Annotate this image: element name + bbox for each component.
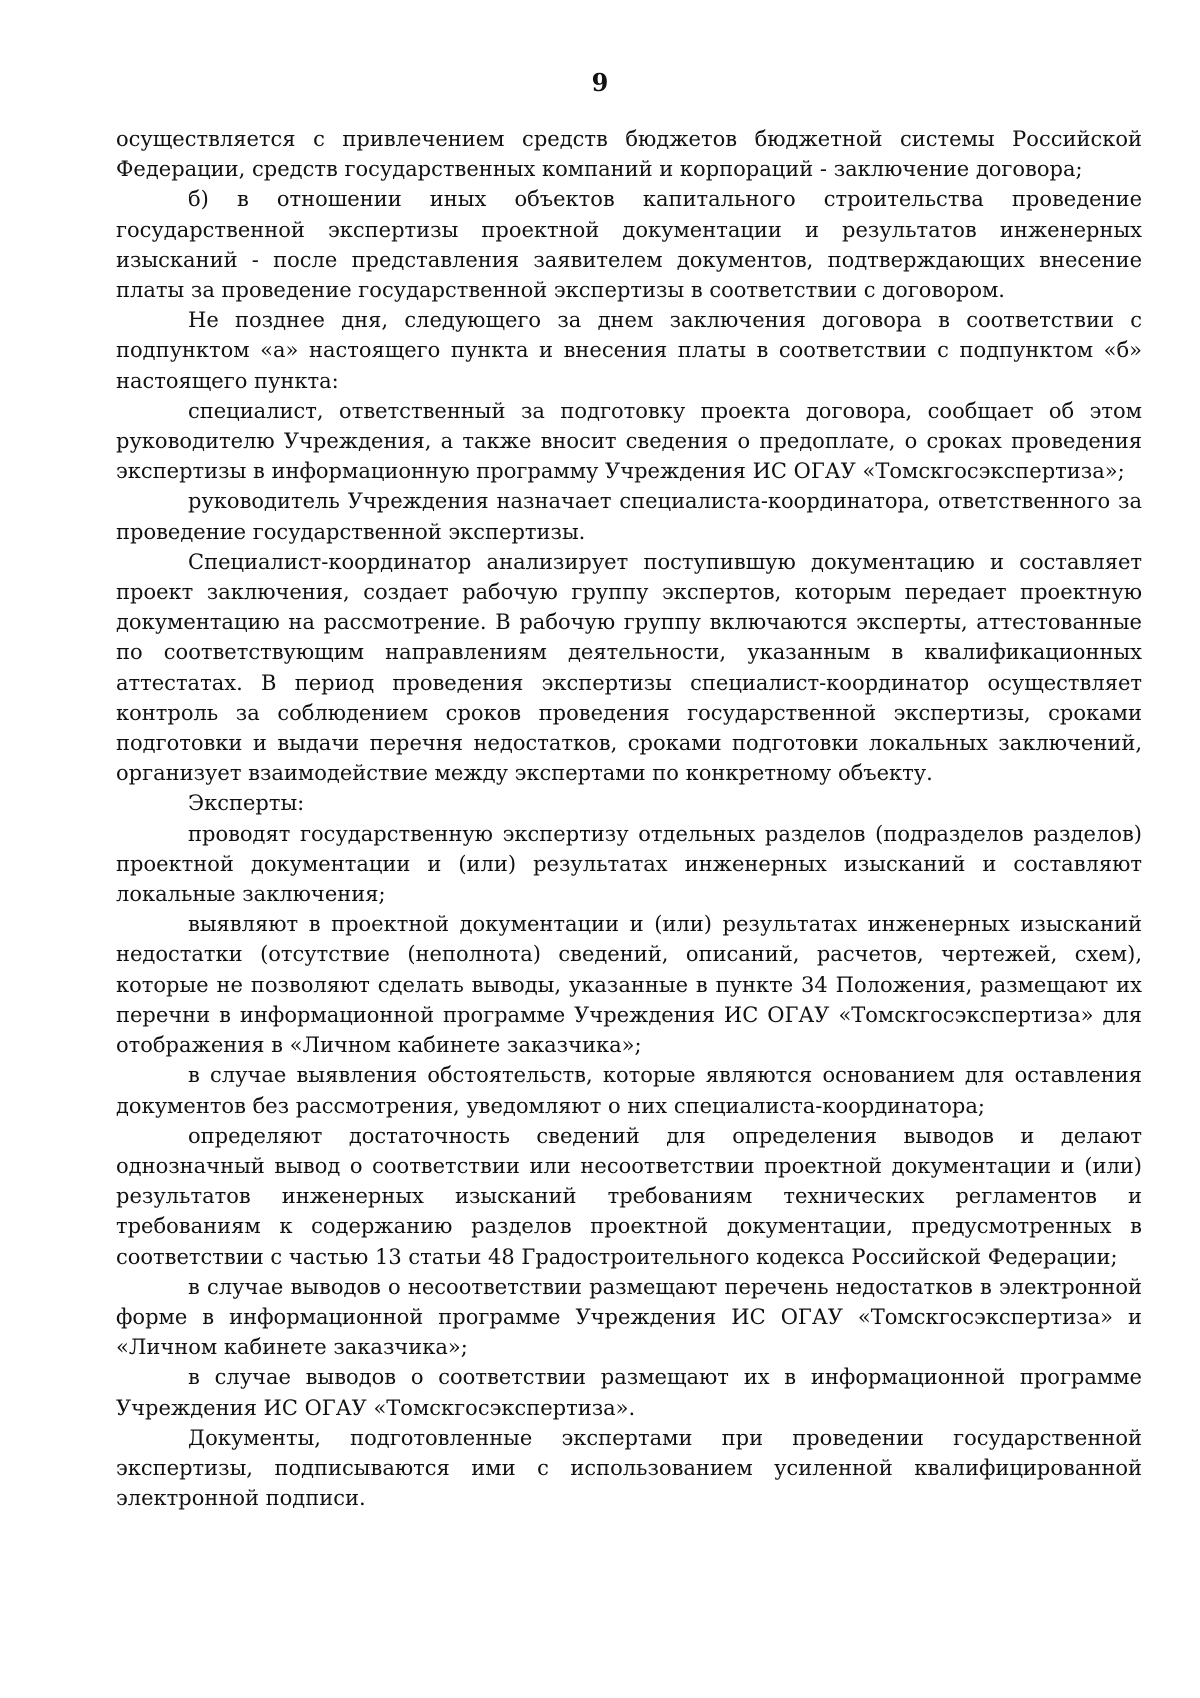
paragraph: выявляют в проектной документации и (или) результатах инженерных изысканий недостатки (отсутствие (неполнота) сведений, описаний, расчетов, чертежей, схем), которые не позволяют сделать выводы, указанные в пункте 34 Положения, размещают их перечни в информационной программе Учреждения ИС ОГАУ «Томскгосэкспертиза» для отображения в «Личном кабинете заказчика»; (116, 912, 1142, 1058)
paragraph: Не позднее дня, следующего за днем заключения договора в соответствии с подпунктом «а» настоящего пункта и внесения платы в соответствии с подпунктом «б» настоящего пункта: (116, 308, 1142, 393)
document-body (116, 124, 1142, 1513)
paragraph: специалист, ответственный за подготовку проекта договора, сообщает об этом руководителю Учреждения, а также вносит сведения о предоплате, о сроках проведения экспертизы в информационную программу Учреждения ИС ОГАУ «Томскгосэкспертиза»; (116, 398, 1142, 484)
paragraph: в случае выводов о несоответствии размещают перечень недостатков в электронной форме в информационной программе Учреждения ИС ОГАУ «Томскгосэкспертиза» и «Личном кабинете заказчика»; (116, 1274, 1142, 1360)
paragraph: б) в отношении иных объектов капитального строительства проведение государственной экспертизы проектной документации и результатов инженерных изысканий - после представления заявителем документов, подтверждающих внесение платы за проведение государственной экспертизы в соответствии с договором. (116, 187, 1142, 303)
paragraph: Документы, подготовленные экспертами при проведении государственной экспертизы, подписываются ими с использованием усиленной квалифицированной электронной подписи. (116, 1425, 1142, 1511)
paragraph-heading-experts: Эксперты: (188, 791, 305, 816)
paragraph: Специалист-координатор анализирует поступившую документацию и составляет проект заключения, создает рабочую группу экспертов, которым передает проектную документацию на рассмотрение. В рабочую группу включаются эксперты, аттестованные по соответствующим направлениям деятельности, указанным в квалификационных аттестатах. В период проведения экспертизы специалист-координатор осуществляет контроль за соблюдением сроков проведения государственной экспертизы, сроками подготовки и выдачи перечня недостатков, сроками подготовки локальных заключений, организует взаимодействие между экспертами по конкретному объекту. (116, 549, 1142, 786)
paragraph: осуществляется с привлечением средств бюджетов бюджетной системы Российской Федерации, средств государственных компаний и корпораций - заключение договора; (116, 127, 1142, 182)
paragraph: руководитель Учреждения назначает специалиста-координатора, ответственного за проведение государственной экспертизы. (116, 489, 1142, 544)
page-number: 9 (591, 68, 609, 97)
paragraph: в случае выводов о соответствии размещают их в информационной программе Учреждения ИС ОГАУ «Томскгосэкспертиза». (116, 1365, 1142, 1420)
paragraph: в случае выявления обстоятельств, которые являются основанием для оставления документов без рассмотрения, уведомляют о них специалиста-координатора; (116, 1063, 1142, 1118)
paragraph: определяют достаточность сведений для определения выводов и делают однозначный вывод о соответствии или несоответствии проектной документации и (или) результатов инженерных изысканий требованиям технических регламентов и требованиям к содержанию разделов проектной документации, предусмотренных в соответствии с частью 13 статьи 48 Градостроительного кодекса Российской Федерации; (116, 1123, 1142, 1269)
paragraph: проводят государственную экспертизу отдельных разделов (подразделов разделов) проектной документации и (или) результатах инженерных изысканий и составляют локальные заключения; (116, 821, 1142, 907)
